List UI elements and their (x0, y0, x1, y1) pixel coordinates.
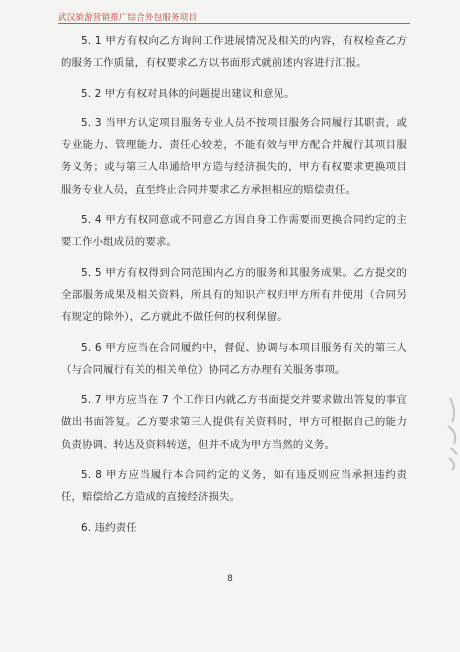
clause-5-7: 5. 7 甲方应当在 7 个工作日内就乙方书面提交并要求做出答复的事宜做出书面答复。乙方要求第三人提供有关资料时，甲方可根据自己的能力负责协调、转达及资料转送，但并不成为甲方当然的义务。 (61, 394, 407, 451)
document-body (61, 30, 407, 547)
page-number: 8 (227, 574, 233, 584)
seal-bleed-mark (442, 392, 460, 472)
clause-5-5: 5. 5 甲方有权得到合同范围内乙方的服务和其服务成果。乙方提交的全部服务成果及相关资料，所具有的知识产权归甲方所有并使用（合同另有规定的除外），乙方就此不做任何的权利保留。 (61, 266, 407, 324)
clause-5-8: 5. 8 甲方应当履行本合同约定的义务，如有违反则应当承担违约责任，赔偿给乙方造成的直接经济损失。 (61, 469, 407, 504)
section-6-heading: 6. 违约责任 (81, 521, 137, 534)
header-divider (58, 23, 410, 24)
clause-5-6: 5. 6 甲方应当在合同履约中，督促、协调与本项目服务有关的第三人（与合同履行有关的相关单位）协同乙方办理有关服务事项。 (61, 341, 407, 376)
clause-5-2: 5. 2 甲方有权对具体的问题提出建议和意见。 (81, 87, 295, 100)
clause-5-3: 5. 3 当甲方认定项目服务专业人员不按项目服务合同履行其职责，或专业能力、管理能力、责任心较差，不能有效与甲方配合并履行其项目服务义务；或与第三人串通给甲方造与经济损失的，甲方有权要求更换项目服务专业人员，直至终止合同并要求乙方承担相应的赔偿责任。 (61, 116, 407, 196)
clause-5-4: 5. 4 甲方有权同意或不同意乙方因自身工作需要而更换合同约定的主要工作小组成员的要求。 (61, 214, 407, 249)
clause-5-1: 5. 1 甲方有权向乙方询问工作进展情况及相关的内容，有权检查乙方的服务工作质量，有权要求乙方以书面形式就前述内容进行汇报。 (61, 35, 407, 70)
header-title: 武汉旅游营销推广综合外包服务项目 (58, 13, 198, 23)
